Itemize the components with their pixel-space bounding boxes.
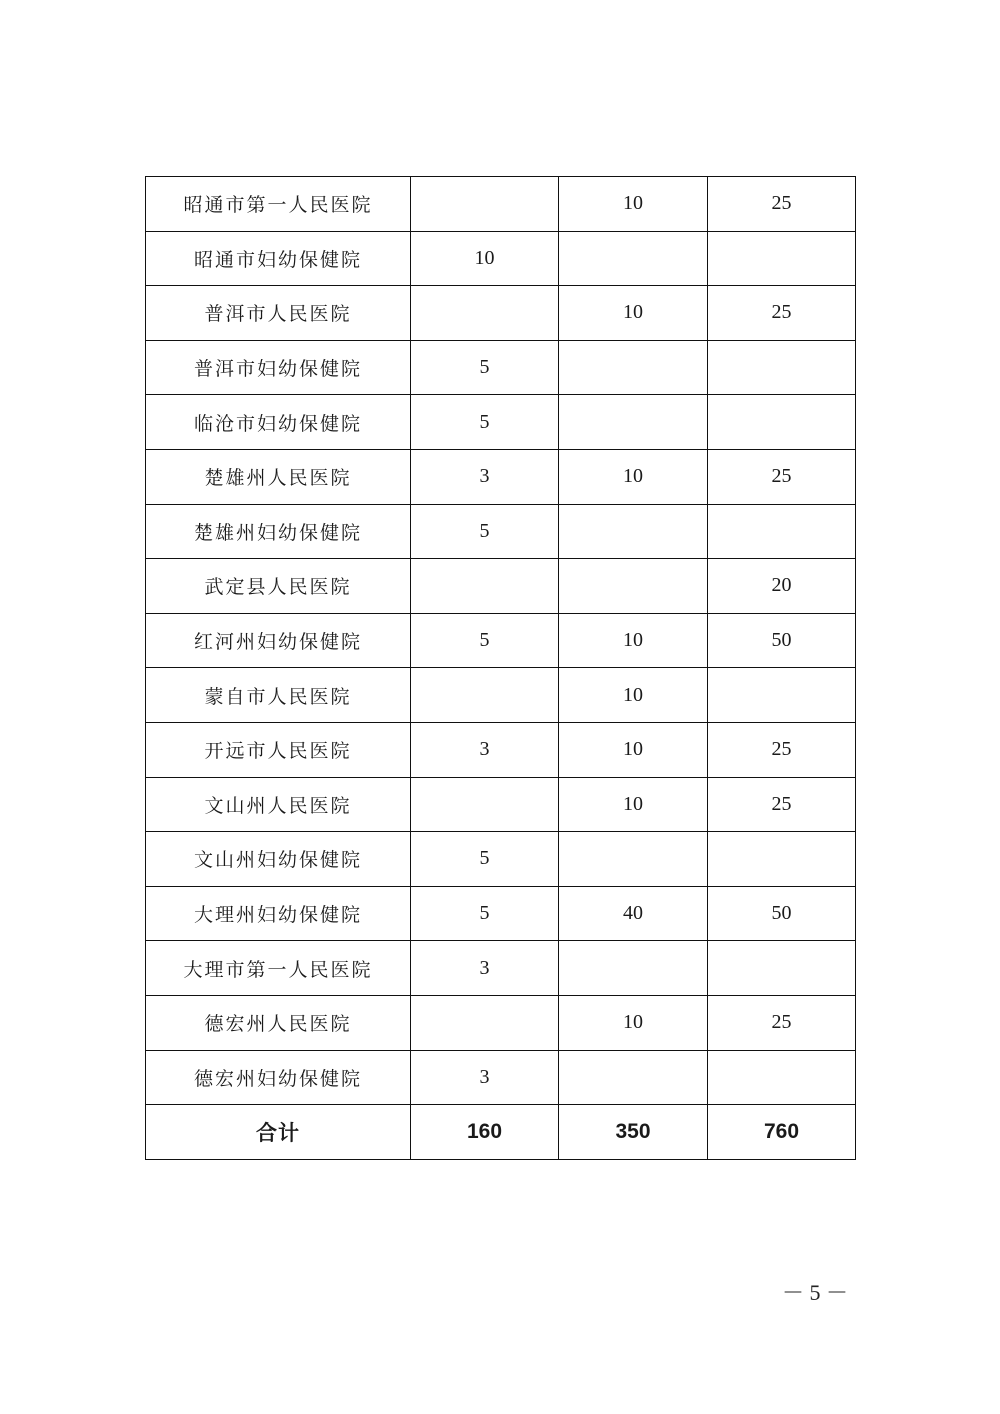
table-row xyxy=(146,449,856,504)
total-value-col2: 350 xyxy=(559,1105,708,1160)
table-row xyxy=(146,722,856,777)
value-cell-col1 xyxy=(411,777,559,832)
value-cell-col1: 3 xyxy=(411,449,559,504)
value-cell-col1 xyxy=(411,177,559,232)
value-cell-col3 xyxy=(708,1050,856,1105)
value-cell-col1: 5 xyxy=(411,504,559,559)
value-cell-col3: 50 xyxy=(708,886,856,941)
value-cell-col2 xyxy=(559,395,708,450)
table-row xyxy=(146,504,856,559)
value-cell-col2: 10 xyxy=(559,613,708,668)
hospital-name-cell: 文山州妇幼保健院 xyxy=(146,832,411,887)
hospital-name-cell: 德宏州人民医院 xyxy=(146,995,411,1050)
value-cell-col1 xyxy=(411,668,559,723)
hospital-name-cell: 楚雄州人民医院 xyxy=(146,449,411,504)
value-cell-col3: 50 xyxy=(708,613,856,668)
total-label: 合计 xyxy=(146,1105,411,1160)
value-cell-col3 xyxy=(708,231,856,286)
value-cell-col2: 10 xyxy=(559,777,708,832)
hospital-name-cell: 临沧市妇幼保健院 xyxy=(146,395,411,450)
table-row xyxy=(146,286,856,341)
hospital-name-cell: 德宏州妇幼保健院 xyxy=(146,1050,411,1105)
value-cell-col1: 3 xyxy=(411,722,559,777)
value-cell-col1: 3 xyxy=(411,1050,559,1105)
hospital-name-cell: 普洱市妇幼保健院 xyxy=(146,340,411,395)
value-cell-col1: 5 xyxy=(411,832,559,887)
value-cell-col3: 25 xyxy=(708,286,856,341)
table-row xyxy=(146,777,856,832)
table-row xyxy=(146,941,856,996)
allocation-table xyxy=(145,176,856,1160)
value-cell-col1: 5 xyxy=(411,340,559,395)
hospital-name-cell: 普洱市人民医院 xyxy=(146,286,411,341)
value-cell-col2: 10 xyxy=(559,668,708,723)
hospital-name-cell: 大理市第一人民医院 xyxy=(146,941,411,996)
hospital-name-cell: 昭通市妇幼保健院 xyxy=(146,231,411,286)
value-cell-col1: 3 xyxy=(411,941,559,996)
value-cell-col2 xyxy=(559,1050,708,1105)
value-cell-col3: 25 xyxy=(708,449,856,504)
table-row xyxy=(146,395,856,450)
table-row xyxy=(146,668,856,723)
value-cell-col3 xyxy=(708,395,856,450)
value-cell-col3: 25 xyxy=(708,777,856,832)
value-cell-col3 xyxy=(708,832,856,887)
value-cell-col2 xyxy=(559,504,708,559)
hospital-name-cell: 大理州妇幼保健院 xyxy=(146,886,411,941)
hospital-name-cell: 楚雄州妇幼保健院 xyxy=(146,504,411,559)
value-cell-col3: 25 xyxy=(708,995,856,1050)
table-row xyxy=(146,559,856,614)
value-cell-col3: 20 xyxy=(708,559,856,614)
hospital-name-cell: 开远市人民医院 xyxy=(146,722,411,777)
value-cell-col2: 10 xyxy=(559,177,708,232)
value-cell-col2: 10 xyxy=(559,995,708,1050)
hospital-name-cell: 武定县人民医院 xyxy=(146,559,411,614)
page-number: － 5 － xyxy=(781,1280,848,1305)
value-cell-col1 xyxy=(411,559,559,614)
value-cell-col3: 25 xyxy=(708,722,856,777)
value-cell-col3: 25 xyxy=(708,177,856,232)
value-cell-col1: 5 xyxy=(411,886,559,941)
value-cell-col2 xyxy=(559,231,708,286)
value-cell-col1: 5 xyxy=(411,613,559,668)
table-row xyxy=(146,340,856,395)
value-cell-col2 xyxy=(559,941,708,996)
value-cell-col3 xyxy=(708,668,856,723)
hospital-name-cell: 文山州人民医院 xyxy=(146,777,411,832)
value-cell-col1 xyxy=(411,995,559,1050)
value-cell-col2 xyxy=(559,340,708,395)
value-cell-col2 xyxy=(559,832,708,887)
table-row xyxy=(146,886,856,941)
total-value-col1: 160 xyxy=(411,1105,559,1160)
table-row xyxy=(146,1050,856,1105)
hospital-name-cell: 红河州妇幼保健院 xyxy=(146,613,411,668)
value-cell-col2: 40 xyxy=(559,886,708,941)
table-row xyxy=(146,177,856,232)
value-cell-col2: 10 xyxy=(559,449,708,504)
value-cell-col3 xyxy=(708,941,856,996)
table-row xyxy=(146,832,856,887)
total-row xyxy=(146,1105,856,1160)
table-row xyxy=(146,995,856,1050)
hospital-name-cell: 蒙自市人民医院 xyxy=(146,668,411,723)
total-value-col3: 760 xyxy=(708,1105,856,1160)
value-cell-col1 xyxy=(411,286,559,341)
value-cell-col1: 10 xyxy=(411,231,559,286)
value-cell-col2 xyxy=(559,559,708,614)
value-cell-col2: 10 xyxy=(559,722,708,777)
value-cell-col2: 10 xyxy=(559,286,708,341)
value-cell-col3 xyxy=(708,340,856,395)
value-cell-col1: 5 xyxy=(411,395,559,450)
table-row xyxy=(146,231,856,286)
hospital-name-cell: 昭通市第一人民医院 xyxy=(146,177,411,232)
value-cell-col3 xyxy=(708,504,856,559)
table-row xyxy=(146,613,856,668)
